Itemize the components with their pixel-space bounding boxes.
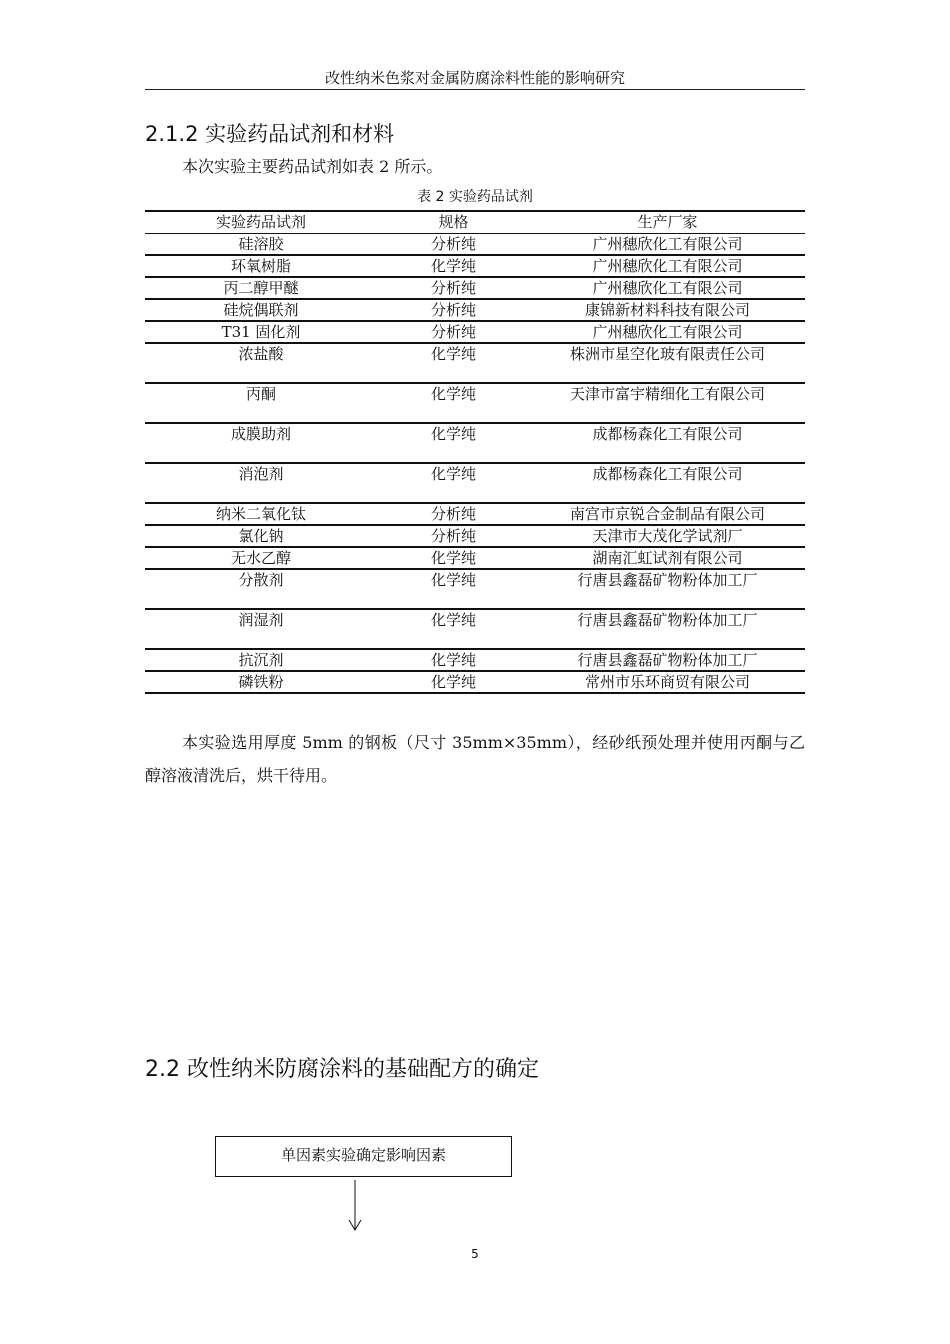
steel-plate-paragraph: 本实验选用厚度 5mm 的钢板（尺寸 35mm×35mm），经砂纸预处理并使用丙酮与乙醇溶液清洗后，烘干待用。 — [145, 733, 805, 785]
manufacturer-cell: 行唐县鑫磊矿物粉体加工厂 — [530, 569, 805, 609]
reagent-cell: 硅烷偶联剂 — [145, 299, 377, 321]
grade-cell: 分析纯 — [377, 299, 530, 321]
reagent-cell: 分散剂 — [145, 569, 377, 609]
manufacturer-cell: 天津市富宇精细化工有限公司 — [530, 383, 805, 423]
table-header-row — [145, 211, 805, 234]
manufacturer-cell: 南宫市京锐合金制品有限公司 — [530, 503, 805, 525]
grade-cell: 化学纯 — [377, 383, 530, 423]
section-heading-2-1-2: 2.1.2 实验药品试剂和材料 — [145, 122, 395, 146]
column-header-reagent: 实验药品试剂 — [145, 211, 377, 234]
reagent-cell: 成膜助剂 — [145, 423, 377, 463]
manufacturer-cell: 行唐县鑫磊矿物粉体加工厂 — [530, 649, 805, 671]
table-row — [145, 277, 805, 299]
grade-cell: 分析纯 — [377, 503, 530, 525]
table-row — [145, 321, 805, 343]
reagents-table — [145, 210, 805, 694]
table-row — [145, 255, 805, 277]
table-intro-text: 本次实验主要药品试剂如表 2 所示。 — [182, 157, 443, 176]
table-row — [145, 525, 805, 547]
reagent-cell: 磷铁粉 — [145, 671, 377, 693]
table-row — [145, 649, 805, 671]
manufacturer-cell: 广州穗欣化工有限公司 — [530, 255, 805, 277]
grade-cell: 分析纯 — [377, 277, 530, 299]
manufacturer-cell: 成都杨森化工有限公司 — [530, 423, 805, 463]
reagent-cell: 无水乙醇 — [145, 547, 377, 569]
reagent-cell: 氯化钠 — [145, 525, 377, 547]
manufacturer-cell: 广州穗欣化工有限公司 — [530, 321, 805, 343]
table-row — [145, 569, 805, 609]
reagent-cell: 浓盐酸 — [145, 343, 377, 383]
grade-cell: 化学纯 — [377, 609, 530, 649]
table-row — [145, 503, 805, 525]
reagent-cell: 环氧树脂 — [145, 255, 377, 277]
table-row — [145, 671, 805, 693]
section-heading-2-2: 2.2 改性纳米防腐涂料的基础配方的确定 — [145, 1057, 539, 1082]
grade-cell: 化学纯 — [377, 671, 530, 693]
manufacturer-cell: 成都杨森化工有限公司 — [530, 463, 805, 503]
table-row — [145, 547, 805, 569]
grade-cell: 化学纯 — [377, 255, 530, 277]
table-row — [145, 423, 805, 463]
grade-cell: 分析纯 — [377, 321, 530, 343]
reagent-cell: 硅溶胶 — [145, 234, 377, 256]
running-header: 改性纳米色浆对金属防腐涂料性能的影响研究 — [324, 69, 625, 87]
grade-cell: 化学纯 — [377, 463, 530, 503]
table-row — [145, 234, 805, 256]
table-row — [145, 343, 805, 383]
table-caption: 表 2 实验药品试剂 — [417, 189, 533, 205]
flowchart-step-box: 单因素实验确定影响因素 — [215, 1136, 512, 1177]
grade-cell: 化学纯 — [377, 423, 530, 463]
manufacturer-cell: 湖南汇虹试剂有限公司 — [530, 547, 805, 569]
reagent-cell: 消泡剂 — [145, 463, 377, 503]
manufacturer-cell: 天津市大茂化学试剂厂 — [530, 525, 805, 547]
reagent-cell: 润湿剂 — [145, 609, 377, 649]
grade-cell: 分析纯 — [377, 234, 530, 256]
grade-cell: 化学纯 — [377, 569, 530, 609]
grade-cell: 化学纯 — [377, 547, 530, 569]
reagent-cell: T31 固化剂 — [145, 321, 377, 343]
reagent-cell: 抗沉剂 — [145, 649, 377, 671]
manufacturer-cell: 株洲市星空化玻有限责任公司 — [530, 343, 805, 383]
grade-cell: 化学纯 — [377, 343, 530, 383]
table-row — [145, 383, 805, 423]
manufacturer-cell: 广州穗欣化工有限公司 — [530, 277, 805, 299]
grade-cell: 分析纯 — [377, 525, 530, 547]
manufacturer-cell: 康锦新材料科技有限公司 — [530, 299, 805, 321]
header-rule — [145, 89, 805, 90]
manufacturer-cell: 广州穗欣化工有限公司 — [530, 234, 805, 256]
reagent-cell: 纳米二氧化钛 — [145, 503, 377, 525]
reagent-cell: 丙二醇甲醚 — [145, 277, 377, 299]
column-header-manufacturer: 生产厂家 — [530, 211, 805, 234]
manufacturer-cell: 常州市乐环商贸有限公司 — [530, 671, 805, 693]
grade-cell: 化学纯 — [377, 649, 530, 671]
reagent-cell: 丙酮 — [145, 383, 377, 423]
table-row — [145, 463, 805, 503]
column-header-grade: 规格 — [377, 211, 530, 234]
flowchart-down-arrow-icon — [345, 1180, 365, 1232]
manufacturer-cell: 行唐县鑫磊矿物粉体加工厂 — [530, 609, 805, 649]
page-number: 5 — [471, 1247, 479, 1261]
table-row — [145, 609, 805, 649]
table-row — [145, 299, 805, 321]
